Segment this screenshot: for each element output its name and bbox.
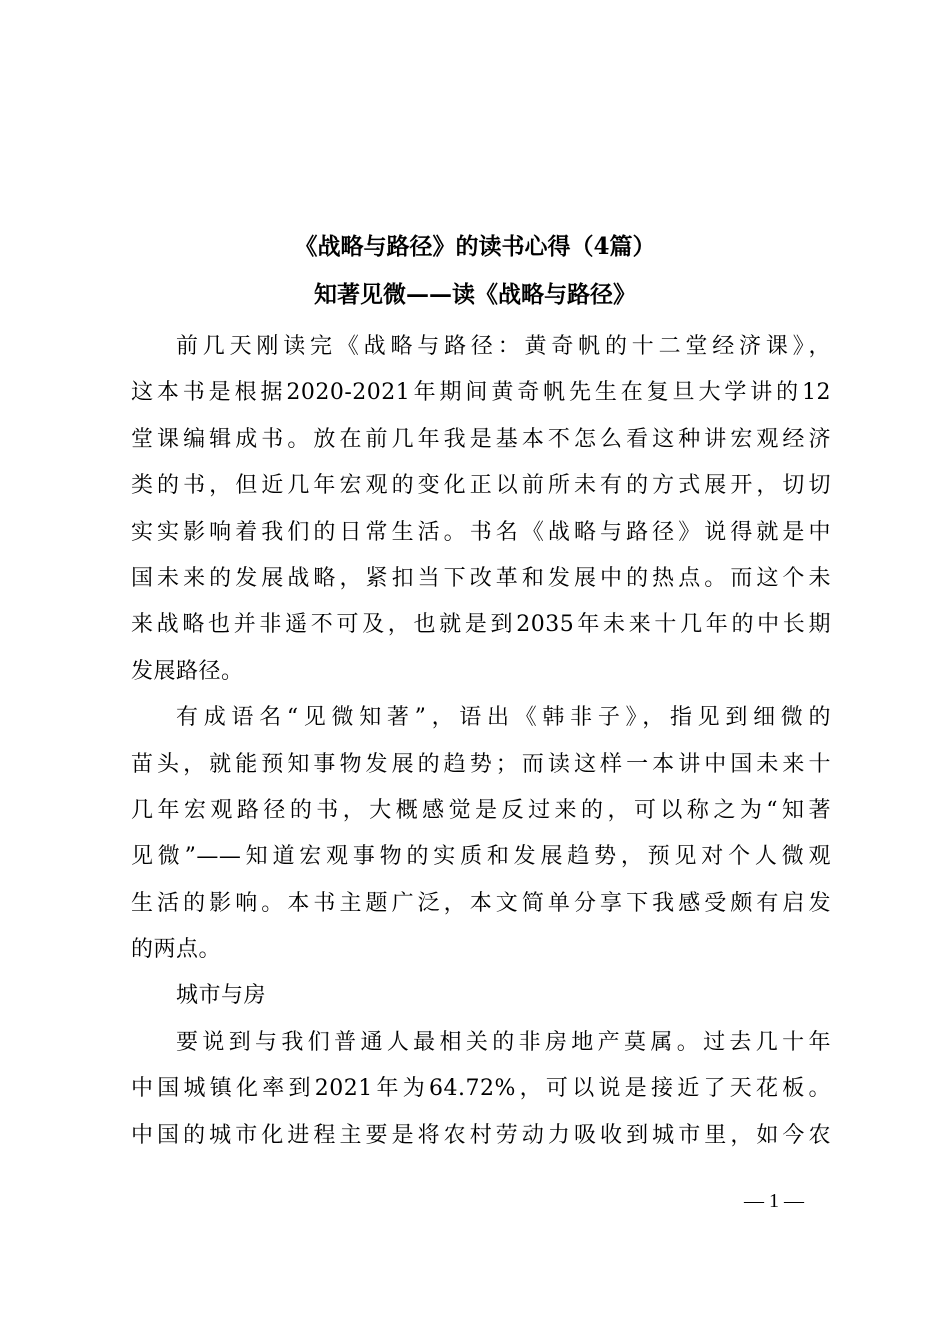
document-subtitle: 知著见微——读《战略与路径》 xyxy=(314,281,636,308)
text-line: 这本书是根据2020-2021年期间黄奇帆先生在复旦大学讲的12 xyxy=(131,380,831,406)
text-line: 中国的城市化进程主要是将农村劳动力吸收到城市里，如今农 xyxy=(131,1122,831,1148)
text-line: 实实影响着我们的日常生活。书名《战略与路径》说得就是中 xyxy=(131,519,831,545)
page-number: — 1 — xyxy=(744,1190,804,1212)
document-title: 《战略与路径》的读书心得（4篇） xyxy=(294,233,656,260)
text-line: 前几天刚读完《战略与路径：黄奇帆的十二堂经济课》， xyxy=(176,334,831,359)
text-line: 生活的影响。本书主题广泛，本文简单分享下我感受颇有启发 xyxy=(131,890,831,916)
text-line: 堂课编辑成书。放在前几年我是基本不怎么看这种讲宏观经济 xyxy=(131,426,831,452)
text-line: 中国城镇化率到2021年为64.72%，可以说是接近了天花板。 xyxy=(131,1076,831,1102)
text-line: 类的书，但近几年宏观的变化正以前所未有的方式展开，切切 xyxy=(131,473,831,499)
text-line: 要说到与我们普通人最相关的非房地产莫属。过去几十年 xyxy=(176,1029,831,1055)
text-line: 几年宏观路径的书，大概感觉是反过来的，可以称之为“知著 xyxy=(131,797,831,823)
text-line: 发展路径。 xyxy=(131,658,244,684)
text-line: 苗头，就能预知事物发展的趋势；而读这样一本讲中国未来十 xyxy=(131,751,831,777)
text-line: 有成语名“见微知著”，语出《韩非子》，指见到细微的 xyxy=(176,705,831,731)
text-line: 城市与房 xyxy=(176,983,267,1009)
document-body xyxy=(131,324,831,1159)
text-line: 来战略也并非遥不可及，也就是到2035年未来十几年的中长期 xyxy=(131,612,831,638)
text-line: 国未来的发展战略，紧扣当下改革和发展中的热点。而这个未 xyxy=(131,565,831,591)
text-line: 的两点。 xyxy=(131,937,222,963)
text-line: 见微”——知道宏观事物的实质和发展趋势，预见对个人微观 xyxy=(131,844,831,870)
